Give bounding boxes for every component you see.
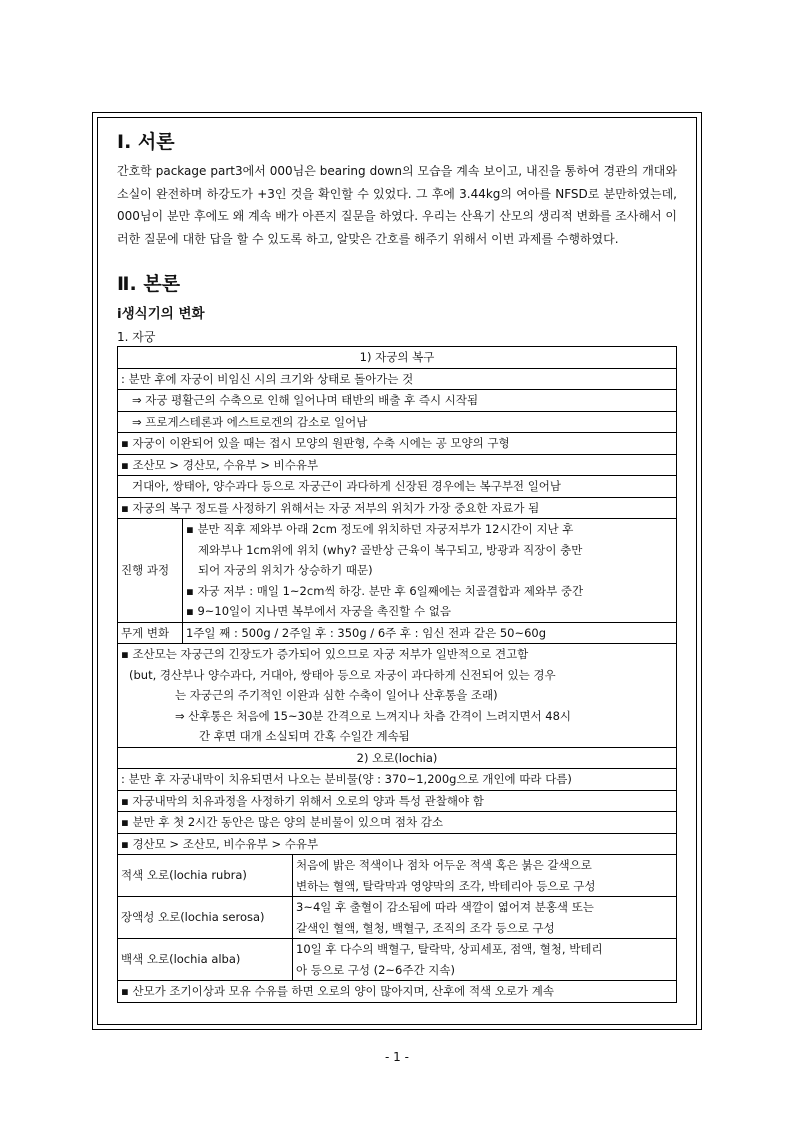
lochia-desc-line: 아 등으로 구성 (2~6주간 지속) [296,962,455,977]
table2-row: ▪ 분만 후 첫 2시간 동안은 많은 양의 분비물이 있으며 점차 감소 [118,812,677,834]
table1-row: ⇒ 자궁 평활근의 수축으로 인해 일어나며 태반의 배출 후 즉시 시작됨 [118,390,677,412]
note-line: ⇒ 산후통은 처음에 15~30분 간격으로 느껴지나 차츰 간격이 느려지면서 48시 [175,708,572,723]
table2-row: : 분만 후 자궁내막이 치유되면서 나오는 분비물(양 : 370~1,200g으로 개인에 따라 다름) [118,769,677,791]
progress-line: 되어 자궁의 위치가 상승하기 때문) [198,563,373,577]
lochia-type-name: 장액성 오로(lochia serosa) [118,897,293,939]
table1-row: ▪ 자궁이 이완되어 있을 때는 접시 모양의 원판형, 수축 시에는 공 모양의 구형 [118,433,677,455]
progress-label: 진행 과정 [118,519,183,623]
table1-notes [118,644,677,748]
document-body [117,128,677,1003]
table1-row: ⇒ 프로게스테론과 에스트로겐의 감소로 일어남 [118,411,677,433]
section2-item: 1. 자궁 [117,330,156,344]
table1-header: 1) 자궁의 복구 [118,347,677,369]
table2-row: ▪ 경산모 > 조산모, 비수유부 > 수유부 [118,833,677,855]
intro-paragraph: 간호학 package part3에서 000님은 bearing down의 모습을 계속 보이고, 내진을 통하여 경관의 개대와 소실이 완전하며 하강도가 +3인 것을 확인할 수 있었다. 그 후에 3.44kg의 여아를 NFSD로 분만하였는데, 000님이 분만 후에도 왜 계속 배가 아픈지 질문을 하였다. 우리는 산욕기 산모의 생리적 변화를 조사해서 이러한 질문에 대한 답을 할 수 있도록 하고, 알맞은 간호를 해주기 위해서 이번 과제를 수행하였다. [117,164,677,246]
note-line: ▪ 조산모는 자궁근의 긴장도가 증가되어 있으므로 자궁 저부가 일반적으로 견고함 [121,647,529,661]
lochia-type-desc [293,855,677,897]
progress-line: ▪ 9~10일이 지나면 복부에서 자궁을 촉진할 수 없음 [186,604,451,618]
section1-title: Ⅰ. 서론 [117,131,175,153]
lochia-type-desc [293,939,677,981]
note-line: 간 후면 대개 소실되며 간혹 수일간 계속됨 [199,729,410,743]
progress-cell [183,519,677,623]
lochia-desc-line: 변하는 혈액, 탈락막과 영양막의 조각, 박테리아 등으로 구성 [296,878,596,893]
note-line: 는 자궁근의 주기적인 이완과 심한 수축이 일어나 산후통을 조래) [175,688,498,702]
note-line: (but, 경산부나 양수과다, 거대아, 쌍태아 등으로 자궁이 과다하게 신전되어 있는 경우 [129,667,556,682]
lochia-type-name: 적색 오로(lochia rubra) [118,855,293,897]
lochia-desc-line: 갈색인 혈액, 혈청, 백혈구, 조직의 조각 등으로 구성 [296,920,555,935]
table2-last-row: ▪ 산모가 조기이상과 모유 수유를 하면 오로의 양이 많아지며, 산후에 적색 오로가 계속 [118,981,677,1003]
progress-line: ▪ 자궁 저부 : 매일 1~2cm씩 하강. 분만 후 6일째에는 치골결합과 제와부 중간 [186,583,584,598]
lochia-desc-line: 처음에 밝은 적색이나 점차 어두운 적색 혹은 붉은 갈색으로 [296,858,592,872]
table1-row: 거대아, 쌍태아, 양수과다 등으로 자궁근이 과다하게 신장된 경우에는 복구부전 일어남 [118,476,677,498]
section2-subtitle: ⅰ생식기의 변화 [117,306,205,322]
page-number: - 1 - [385,1050,409,1064]
progress-line: 제와부나 1cm위에 위치 (why? 골반상 근육이 복구되고, 방광과 직장이 충만 [198,542,583,557]
table2-row: ▪ 자궁내막의 치유과정을 사정하기 위해서 오로의 양과 특성 관찰해야 함 [118,790,677,812]
section2-title: Ⅱ. 본론 [117,273,181,295]
lochia-desc-line: 3~4일 후 출혈이 감소됨에 따라 색깔이 엷어져 분홍색 또는 [296,900,594,914]
table2-header: 2) 오로(lochia) [118,747,677,769]
weight-label: 무게 변화 [118,622,183,644]
table1-row: ▪ 조산모 > 경산모, 수유부 > 비수유부 [118,454,677,476]
table1-row: : 분만 후에 자궁이 비임신 시의 크기와 상태로 돌아가는 것 [118,368,677,390]
lochia-type-name: 백색 오로(lochia alba) [118,939,293,981]
weight-value: 1주일 째 : 500g / 2주일 후 : 350g / 6주 후 : 임신 전과 같은 50~60g [183,622,677,644]
lochia-table [117,747,677,1003]
uterus-involution-table [117,346,677,748]
lochia-desc-line: 10일 후 다수의 백혈구, 탈락막, 상피세포, 점액, 혈청, 박테리 [296,942,603,956]
lochia-type-desc [293,897,677,939]
progress-line: ▪ 분만 직후 제와부 아래 2cm 정도에 위치하던 자궁저부가 12시간이 지난 후 [186,522,574,536]
table1-row: ▪ 자궁의 복구 정도를 사정하기 위해서는 자궁 저부의 위치가 가장 중요한 자료가 됨 [118,497,677,519]
